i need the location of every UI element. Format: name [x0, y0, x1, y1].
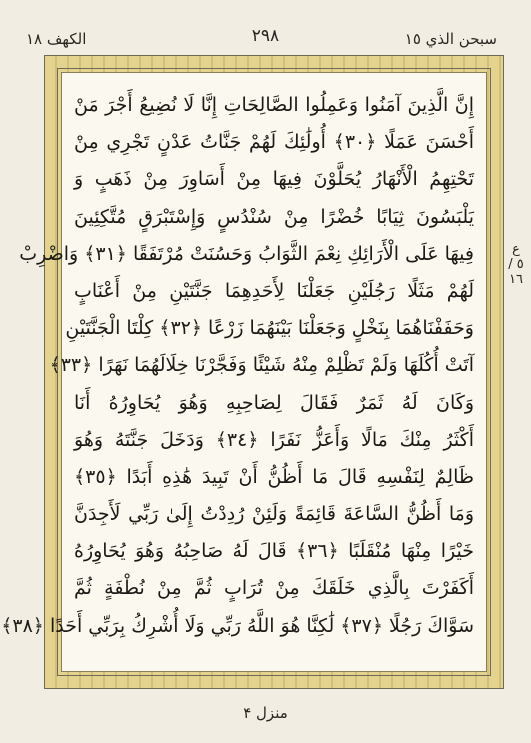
- verse-line: لَهُمْ مَثَلًا رَجُلَيْنِ جَعَلْنَا لِأَحَدِهِمَا جَنَّتَيْنِ مِنْ أَعْنَابٍ: [74, 279, 474, 302]
- juz-name: سبحن الذي ١٥: [404, 30, 497, 48]
- verse-line: سَوَّاكَ رَجُلًا ﴿٣٧﴾ لَٰكِنَّا هُوَ اللَّهُ رَبِّي وَلَا أُشْرِكُ بِرَبِّي أَحَدًا ﴿٣٨﴾: [1, 614, 474, 637]
- verse-line: إِنَّ الَّذِينَ آمَنُوا وَعَمِلُوا الصَّالِحَاتِ إِنَّا لَا نُضِيعُ أَجْرَ مَنْ: [74, 94, 474, 116]
- verse-line: أَكْثَرُ مِنْكَ مَالًا وَأَعَزُّ نَفَرًا ﴿٣٤﴾ وَدَخَلَ جَنَّتَهُ وَهُوَ: [74, 428, 474, 451]
- verse-line: أَكَفَرْتَ بِالَّذِي خَلَقَكَ مِنْ تُرَابٍ ثُمَّ مِنْ نُطْفَةٍ ثُمَّ: [74, 577, 474, 600]
- verse-line: خَيْرًا مِنْهَا مُنْقَلَبًا ﴿٣٦﴾ قَالَ لَهُ صَاحِبُهُ وَهُوَ يُحَاوِرُهُ: [74, 540, 474, 563]
- verse-line: وَكَانَ لَهُ ثَمَرٌ فَقَالَ لِصَاحِبِهِ وَهُوَ يُحَاوِرُهُ أَنَا: [74, 391, 474, 414]
- verse-line: وَحَفَفْنَاهُمَا بِنَخْلٍ وَجَعَلْنَا بَيْنَهُمَا زَرْعًا ﴿٣٢﴾ كِلْتَا الْجَنَّتَيْنِ: [65, 317, 474, 340]
- text-panel: [1, 72, 487, 672]
- verse-line: ظَالِمٌ لِنَفْسِهِ قَالَ مَا أَظُنُّ أَنْ تَبِيدَ هَٰذِهِ أَبَدًا ﴿٣٥﴾: [74, 465, 474, 488]
- verse-lines: [1, 87, 474, 645]
- verse-line: فِيهَا عَلَى الْأَرَائِكِ نِعْمَ الثَّوَابُ وَحَسُنَتْ مُرْتَفَقًا ﴿٣١﴾ وَاضْرِبْ: [19, 242, 474, 265]
- surah-name: الكهف ١٨: [26, 30, 87, 48]
- verse-line: آتَتْ أُكُلَهَا وَلَمْ تَظْلِمْ مِنْهُ شَيْئًا وَفَجَّرْنَا خِلَالَهُمَا نَهَرًا ﴿٣٣﴾: [49, 354, 474, 377]
- page-header: [0, 0, 531, 52]
- manzil-footer: منزل ۴: [243, 704, 288, 722]
- ruku-marker: ع ٥ / ١٦: [508, 242, 524, 287]
- page-number: ٢٩٨: [251, 26, 280, 46]
- verse-line: وَمَا أَظُنُّ السَّاعَةَ قَائِمَةً وَلَئِنْ رُدِدْتُ إِلَىٰ رَبِّي لَأَجِدَنَّ: [74, 503, 474, 526]
- ornamental-border: [1, 55, 504, 689]
- verse-line: تَحْتِهِمُ الْأَنْهَارُ يُحَلَّوْنَ فِيهَا مِنْ أَسَاوِرَ مِنْ ذَهَبٍ وَ: [74, 168, 474, 191]
- verse-line: أَحْسَنَ عَمَلًا ﴿٣٠﴾ أُولَٰئِكَ لَهُمْ جَنَّاتُ عَدْنٍ تَجْرِي مِنْ: [74, 131, 474, 154]
- verse-line: يَلْبَسُونَ ثِيَابًا خُضْرًا مِنْ سُنْدُسٍ وَإِسْتَبْرَقٍ مُتَّكِئِينَ: [74, 205, 474, 228]
